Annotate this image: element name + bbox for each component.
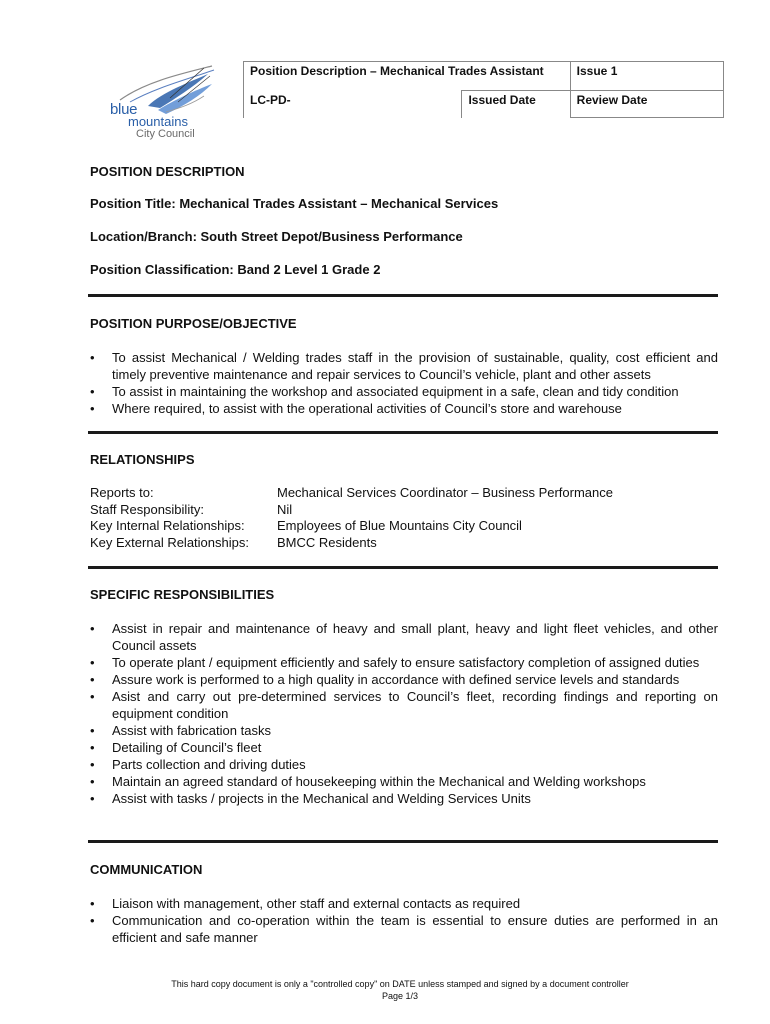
section-divider bbox=[88, 431, 718, 434]
list-item: • Maintain an agreed standard of housekeeping within the Mechanical and Welding workshops bbox=[90, 773, 718, 790]
list-item: • Liaison with management, other staff and external contacts as required bbox=[90, 895, 718, 912]
list-item: • Where required, to assist with the operational activities of Council’s store and warehouse bbox=[90, 400, 718, 417]
relationship-row bbox=[90, 485, 613, 502]
section-divider bbox=[88, 566, 718, 569]
header-issued-date: Issued Date bbox=[462, 91, 570, 118]
main-heading: POSITION DESCRIPTION bbox=[90, 164, 245, 179]
relationship-label: Reports to: bbox=[90, 485, 154, 500]
list-item: • To operate plant / equipment efficiently and safely to ensure satisfactory completion of assigned duties bbox=[90, 654, 718, 671]
list-item: • Assist with tasks / projects in the Mechanical and Welding Services Units bbox=[90, 790, 718, 807]
list-item: • Assist in repair and maintenance of heavy and small plant, heavy and light fleet vehicles, and other Council assets bbox=[90, 620, 718, 654]
list-item: • To assist Mechanical / Welding trades staff in the provision of sustainable, quality, cost efficient and timely preventive maintenance and repair services to Council’s vehicle, plant and other assets bbox=[90, 349, 718, 383]
list-item: • Detailing of Council’s fleet bbox=[90, 739, 718, 756]
purpose-heading: POSITION PURPOSE/OBJECTIVE bbox=[90, 316, 297, 331]
header-issue: Issue 1 bbox=[570, 62, 723, 91]
relationship-label: Staff Responsibility: bbox=[90, 501, 204, 517]
relationship-value: Nil bbox=[277, 501, 293, 517]
purpose-list bbox=[90, 349, 718, 417]
position-title: Position Title: Mechanical Trades Assistant – Mechanical Services bbox=[90, 196, 499, 211]
header-title: Position Description – Mechanical Trades Assistant bbox=[244, 62, 571, 91]
page-footer bbox=[0, 978, 770, 1002]
relationship-value: Mechanical Services Coordinator – Business Performance bbox=[277, 485, 613, 500]
logo-line-2: mountains bbox=[128, 114, 188, 129]
footer-disclaimer: This hard copy document is only a "controlled copy" on DATE unless stamped and signed by a document controller bbox=[171, 979, 629, 989]
communication-list bbox=[90, 895, 718, 946]
relationship-label: Key External Relationships: bbox=[90, 534, 249, 550]
relationships-heading: RELATIONSHIPS bbox=[90, 452, 195, 467]
section-divider bbox=[88, 840, 718, 843]
section-divider bbox=[88, 294, 718, 297]
relationship-value: BMCC Residents bbox=[277, 534, 377, 550]
list-item: • Assure work is performed to a high quality in accordance with defined service levels and standards bbox=[90, 671, 718, 688]
list-item: • Communication and co-operation within the team is essential to ensure duties are performed in an efficient and safe manner bbox=[90, 912, 718, 946]
communication-heading: COMMUNICATION bbox=[90, 862, 203, 877]
location-branch: Location/Branch: South Street Depot/Business Performance bbox=[90, 229, 463, 244]
page-number: Page 1/3 bbox=[381, 991, 419, 1001]
relationship-label: Key Internal Relationships: bbox=[90, 518, 245, 533]
relationships-list bbox=[90, 485, 613, 551]
responsibilities-list bbox=[90, 620, 718, 807]
document-header-table bbox=[243, 61, 724, 118]
relationship-row bbox=[90, 502, 613, 519]
header-doc-id: LC-PD- bbox=[244, 91, 462, 118]
list-item: • Parts collection and driving duties bbox=[90, 756, 718, 773]
relationship-row bbox=[90, 535, 613, 552]
list-item: • Asist and carry out pre-determined services to Council’s fleet, recording findings and reporting on equipment condition bbox=[90, 688, 718, 722]
relationship-row bbox=[90, 518, 613, 535]
list-item: • Assist with fabrication tasks bbox=[90, 722, 718, 739]
council-logo-text bbox=[110, 102, 220, 140]
header-review-date: Review Date bbox=[570, 91, 723, 118]
list-item: • To assist in maintaining the workshop and associated equipment in a safe, clean and tidy condition bbox=[90, 383, 718, 400]
logo-line-3: City Council bbox=[136, 128, 195, 140]
responsibilities-heading: SPECIFIC RESPONSIBILITIES bbox=[90, 587, 275, 602]
position-classification: Position Classification: Band 2 Level 1 Grade 2 bbox=[90, 262, 381, 277]
relationship-value: Employees of Blue Mountains City Council bbox=[277, 518, 522, 533]
logo-line-1: blue bbox=[110, 101, 138, 118]
